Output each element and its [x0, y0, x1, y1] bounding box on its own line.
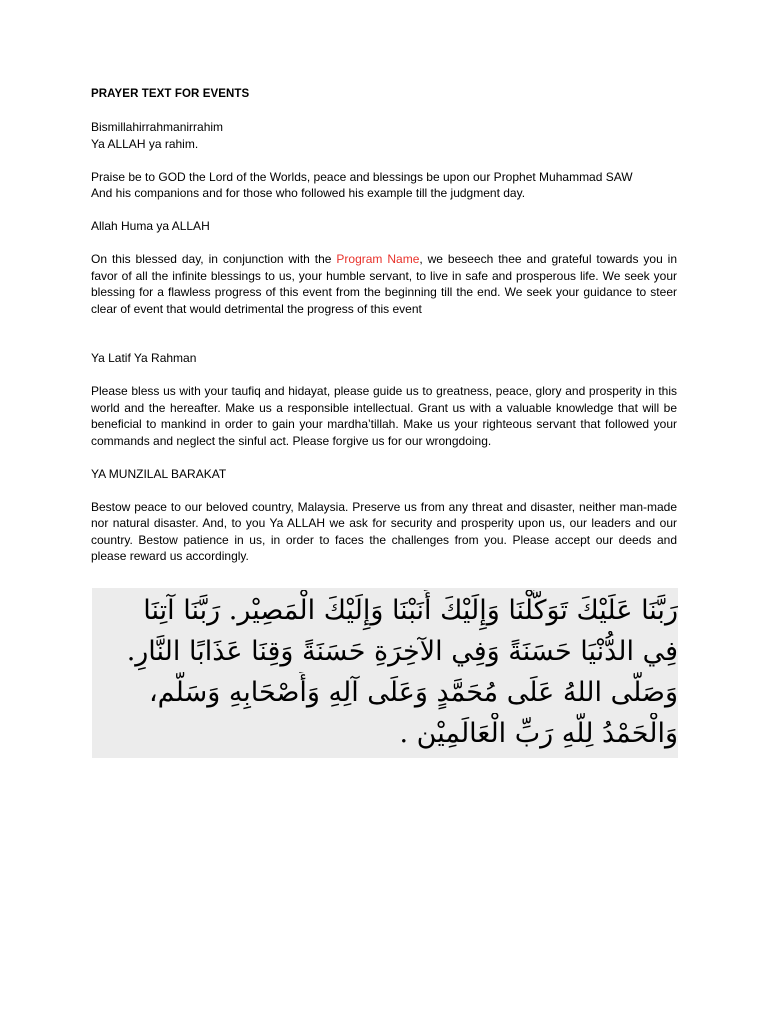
document-body — [91, 86, 677, 581]
arabic-line-2: فِي الدُّنْيَا حَسَنَةً وَفِي الآخِرَةِ حَسَنَةً وَقِنَا عَذَابًا النَّارِ. — [126, 636, 678, 667]
paragraph-bless: Please bless us with your taufiq and hidayat, please guide us to greatness, peace, glory and prosperity in this world and the hereafter. Make us a responsible intellectual. Grant us with a valuable knowledge that will be beneficial to mankind in order to gain your mardha’tillah. Make us your righteous servant that followed your commands and neglect the sinful act. Please forgive us for our wrongdoing. — [91, 384, 677, 448]
paragraph-program-rest: , we beseech thee and grateful towards you in favor of all the infinite blessings to us, your humble servant, to live in safe and prosperous life. We seek your blessing for a flawless progress of this event from the beginning till the end. We seek your guidance to steer clear of event that would detrimental the progress of this event — [91, 252, 678, 316]
praise-line-1: Praise be to GOD the Lord of the Worlds, peace and blessings be upon our Prophet Muhammad SAW — [91, 169, 633, 184]
bismillah-line: Bismillahirrahmanirrahim — [91, 120, 224, 134]
praise-block — [91, 169, 677, 202]
arabic-line-1: رَبَّنَا عَلَيْكَ تَوَكَّلْنَا وَإِلَيْكَ أَنَبْنَا وَإِلَيْكَ الْمَصِيْر. رَبَّنَا آتِنَا — [143, 595, 678, 626]
opening-block — [91, 119, 677, 152]
program-name-placeholder: Program Name — [336, 252, 420, 266]
arabic-line-4: وَالْحَمْدُ لِلَّهِ رَبِّ الْعَالَمِيْن . — [399, 718, 678, 749]
invocation-ya-latif: Ya Latif Ya Rahman — [91, 351, 197, 365]
paragraph-program-intro: On this blessed day, in conjunction with the — [91, 252, 337, 266]
ya-allah-line: Ya ALLAH ya rahim. — [91, 136, 199, 151]
paragraph-country: Bestow peace to our beloved country, Malaysia. Preserve us from any threat and disaster, neither man-made nor natural disaster. And, to you Ya ALLAH we ask for security and prosperity upon us, our leaders and our country. Bestow patience in us, in order to faces the challenges from you. Please accept our deeds and please reward us accordingly. — [91, 499, 677, 563]
arabic-prayer-block — [92, 588, 678, 758]
document-title: PRAYER TEXT FOR EVENTS — [91, 88, 250, 100]
invocation-munzilal-barakat: YA MUNZILAL BARAKAT — [91, 466, 227, 481]
arabic-line-3: وَصَلَّى اللهُ عَلَى مُحَمَّدٍ وَعَلَى آلِهِ وَأَصْحَابِهِ وَسَلَّم، — [148, 677, 678, 708]
paragraph-program — [91, 251, 677, 317]
praise-line-2: And his companions and for those who followed his example till the judgment day. — [91, 186, 526, 200]
invocation-allah-huma: Allah Huma ya ALLAH — [91, 219, 210, 233]
